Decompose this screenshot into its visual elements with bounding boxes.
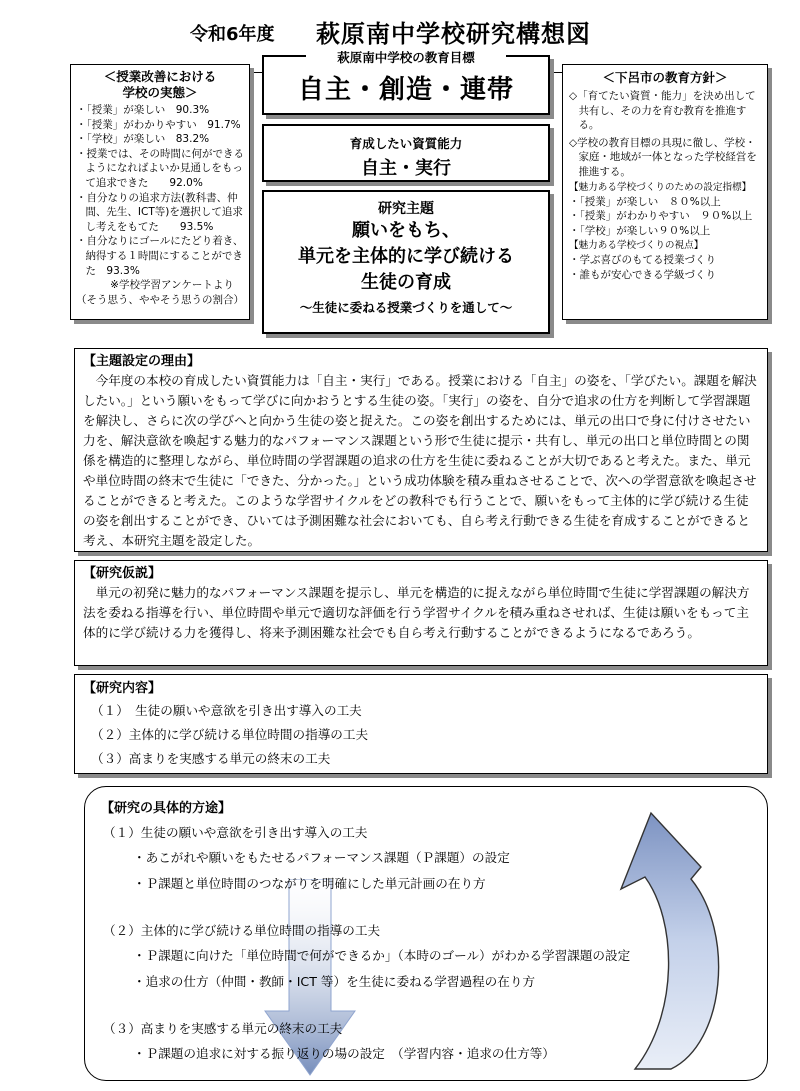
methods-heading: （２）主体的に学び続ける単位時間の指導の工夫 [103,923,381,938]
reason-text: 今年度の本校の育成したい資質能力は「自主・実行」である。授業における「自主」の姿を、「学びたい。課題を解決したい。」という願いをもって学びに向かおうとする生徒の姿。「実行」の姿を、自分で追求の仕方を判断して学習課題を解決し、さらに次の学びへと向かう生徒の姿と捉えた。この姿を創出するためには、単元の出口で身に付けさせたい力を、解決意欲を喚起する魅力的なパフォーマンス課題という形で生徒に提示・共有し、単元の出口と単位時間との関係を構造的に整理しながら、単位時間の学習課題の追求の仕方を生徒に委ねることが大切であると考えた。また、単元や単位時間の終末で生徒に「できた、分かった。」という成功体験を積み重ねさせることで、次への学習意欲を喚起させることができると考えた。このような学習サイクルをどの教科でも行うことで、願いをもって主体的に学び続ける生徒の姿を創出することができ、ひいては予測困難な社会においても、自ら考え行動できる生徒を育成することができると考え、本研究主題を設定した。 [83,373,757,548]
list-item: ・「授業」がわかりやすい ９０%以上 [569,210,753,223]
left-panel-title-1: ＜授業改善における [103,69,217,84]
list-item: ・学ぶ喜びのもてる授業づくり [569,254,716,267]
hypothesis-title: 【研究仮説】 [83,566,162,581]
list-item: ・「学校」が楽しい９０%以上 [569,224,711,237]
methods-title: 【研究の具体的方途】 [101,801,232,816]
list-item: ・「授業」がわかりやすい 91.7% [76,118,241,131]
page-title: 萩原南中学校研究構想図 [316,20,591,48]
right-panel-subtitle-1: 【魅力ある学校づくりのための設定指標】 [569,181,752,193]
goal-box [262,50,550,115]
theme-line-1: 願いをもち、 [352,220,460,241]
content-item: （１） 生徒の願いや意欲を引き出す導入の工夫 [91,703,362,718]
list-item: ・誰もが安心できる学級づくり [569,268,716,281]
list-item: ・自分なりにゴールにたどり着き、納得する１時間にすることができた 93.3% [76,235,244,277]
right-panel-sublist-1 [569,195,761,239]
theme-line-3: 生徒の育成 [361,272,451,293]
left-panel-title-2: 学校の実態＞ [122,85,198,100]
methods-section [84,786,768,1081]
methods-item: ・Ｐ課題に向けた「単位時間で何ができるか」（本時のゴール）がわかる学習課題の設定 [133,948,631,963]
theme-subtitle: ～生徒に委ねる授業づくりを通して～ [299,300,513,315]
hypothesis-section [74,560,768,666]
list-item: ・授業では、その時間に何ができるようになればよいか見通しをもって追求できた 92.0% [76,147,244,189]
hypothesis-text: 単元の初発に魅力的なパフォーマンス課題を提示し、単元を構造的に捉えながら単位時間で生徒に学習課題の解決方法を委ねる指導を行い、単位時間や単元で適切な評価を行う学習サイクルを積み重ねさせれば、生徒は願いをもって主体的に学び続ける力を獲得し、将来予測困難な社会でも自ら考え行動することができるようになるであろう。 [83,585,750,640]
methods-heading: （１）生徒の願いや意欲を引き出す導入の工夫 [103,825,368,840]
methods-item: ・Ｐ課題と単位時間のつながりを明確にした単元計画の在り方 [133,876,486,891]
list-item: ・自分なりの追求方法(教科書、仲間、先生、ICT等)を選択して追求し考えをもてた 93.5% [76,191,243,233]
theme-box [262,190,550,334]
content-title: 【研究内容】 [83,681,162,696]
list-item: ・「学校」が楽しい 83.2% [76,133,210,146]
content-item: （３）高まりを実感する単元の終末の工夫 [91,751,331,766]
left-panel-note-1: ※学校学習アンケートより [110,279,234,292]
methods-body [103,821,663,1067]
reason-title: 【主題設定の理由】 [83,354,201,369]
header-year: 令和6年度 [190,24,275,45]
ability-text: 自主・実行 [361,158,451,179]
page-header [190,14,650,50]
right-panel-sublist-2 [569,253,761,282]
methods-item: ・あこがれや願いをもたせるパフォーマンス課題（Ｐ課題）の設定 [133,850,510,865]
list-item: ・「授業」が楽しい ８０%以上 [569,195,721,208]
left-panel [70,64,250,320]
theme-line-2: 単元を主体的に学び続ける [298,246,514,267]
right-panel-list [569,89,761,180]
ability-box [262,124,550,182]
list-item: ・「授業」が楽しい 90.3% [76,104,210,116]
left-panel-note-2: （そう思う、ややそう思うの割合） [76,293,244,306]
content-section [74,674,768,774]
reason-section [74,348,768,552]
right-panel-subtitle-2: 【魅力ある学校づくりの視点】 [569,240,704,252]
methods-item: ・追求の仕方（仲間・教師・ICT 等）を生徒に委ねる学習過程の在り方 [133,974,536,989]
right-panel-title: ＜下呂市の教育方針＞ [602,70,728,85]
goal-label: 萩原南中学校の教育目標 [306,48,506,66]
list-item: ◇学校の教育目標の具現に徹し、学校・家庭・地域が一体となった学校経営を推進する。 [569,136,757,178]
methods-item: ・Ｐ課題の追求に対する振り返りの場の設定 （学習内容・追求の仕方等） [133,1046,555,1061]
theme-label: 研究主題 [378,201,434,217]
methods-heading: （３）高まりを実感する単元の終末の工夫 [103,1021,343,1036]
ability-label: 育成したい資質能力 [349,136,463,151]
right-panel [562,64,768,320]
content-item: （２）主体的に学び続ける単位時間の指導の工夫 [91,727,369,742]
left-panel-list [76,103,244,278]
list-item: ◇「育てたい資質・能力」を決め出して共有し、その力を育む教育を推進する。 [569,90,756,132]
goal-text: 自主・創造・連帯 [297,75,514,105]
